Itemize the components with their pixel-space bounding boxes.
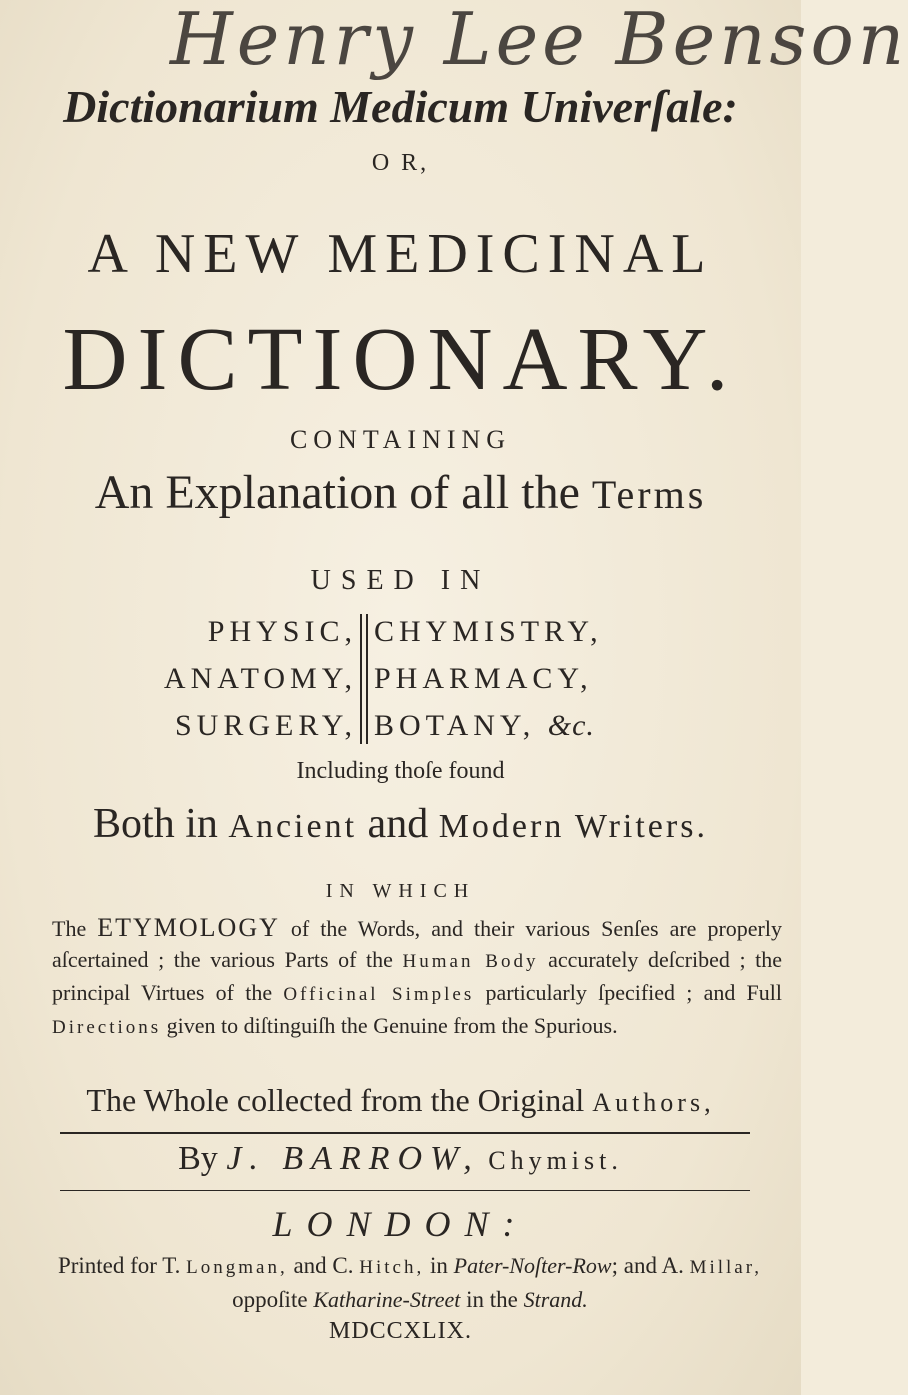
subjects-columns xyxy=(0,608,801,748)
writers: Writers. xyxy=(574,808,708,845)
title-new-medicinal: A NEW MEDICINAL xyxy=(87,223,714,285)
imprint-pater-noster: Pater-Noſter-Row xyxy=(453,1253,612,1278)
para-directions: Directions xyxy=(52,1017,162,1038)
by-word: By xyxy=(178,1140,218,1177)
title-dictionary: DICTIONARY. xyxy=(62,310,739,409)
imprint-and-c: and C. xyxy=(293,1253,354,1278)
whole-prefix: The Whole collected from the Original xyxy=(86,1082,585,1118)
column-divider xyxy=(360,614,362,744)
containing-line: CONTAINING xyxy=(289,425,512,454)
para-officinal-simples: Officinal Simples xyxy=(283,984,475,1005)
para-p2: of the Words, and their various Senſes are properly aſcertained ; the various Parts of the xyxy=(52,916,782,972)
subjects-right xyxy=(374,608,603,749)
imprint-printed-for: Printed for T. xyxy=(57,1253,181,1278)
para-p5: given to diſtinguiſh the Genuine from the Spurious. xyxy=(166,1013,618,1038)
subject-surgery: SURGERY, xyxy=(174,709,357,742)
para-p3: accurately deſcribed ; the principal Virtues of the xyxy=(52,947,783,1005)
ancient-modern-line xyxy=(0,800,801,848)
para-etymology: ETYMOLOGY xyxy=(97,913,280,942)
explanation-terms: Terms xyxy=(591,472,707,517)
imprint-hitch: Hitch, xyxy=(359,1257,425,1278)
used-in-line: USED IN xyxy=(310,565,491,596)
horizontal-rule xyxy=(60,1190,750,1191)
or-line: O R, xyxy=(371,150,430,176)
para-p1: The xyxy=(52,916,87,941)
modern: Modern xyxy=(438,808,565,845)
author-name: J. BARROW, xyxy=(226,1140,480,1177)
both-in: Both in xyxy=(93,801,218,847)
latin-title: Dictionarium Medicum Univerſale: xyxy=(63,81,738,132)
subjects-left xyxy=(164,608,357,749)
subject-anatomy: ANATOMY, xyxy=(163,662,357,695)
author-line xyxy=(0,1140,801,1178)
imprint-in: in xyxy=(429,1253,448,1278)
imprint-katharine-street: Katharine-Street xyxy=(313,1287,461,1312)
imprint-opposite: oppoſite xyxy=(232,1287,308,1312)
subject-etc: &c. xyxy=(547,709,595,742)
horizontal-rule xyxy=(60,1132,750,1134)
description-paragraph xyxy=(52,912,782,1043)
explanation-line xyxy=(0,465,801,520)
imprint-in-the: in the xyxy=(466,1287,518,1312)
subject-physic: PHYSIC, xyxy=(207,615,357,648)
whole-collected-line xyxy=(0,1082,801,1119)
imprint xyxy=(40,1250,780,1316)
subject-pharmacy: PHARMACY, xyxy=(374,662,593,695)
london-line: LONDON: xyxy=(272,1204,529,1244)
imprint-millar: Millar, xyxy=(689,1257,763,1278)
and-word: and xyxy=(367,801,429,847)
in-which-line: IN WHICH xyxy=(325,880,476,902)
authors: Authors, xyxy=(592,1088,715,1117)
subject-botany-label: BOTANY, xyxy=(374,709,536,742)
imprint-and-a: ; and A. xyxy=(611,1253,684,1278)
imprint-longman: Longman, xyxy=(186,1257,288,1278)
subject-botany xyxy=(374,702,603,749)
including-line: Including thoſe found xyxy=(296,758,505,784)
publication-date: MDCCXLIX. xyxy=(328,1318,472,1344)
explanation-prefix: An Explanation of all the xyxy=(94,466,580,519)
para-p4: particularly ſpecified ; and Full xyxy=(485,980,783,1005)
owner-signature: Henry Lee Benson xyxy=(170,0,908,81)
para-human-body: Human Body xyxy=(402,951,539,972)
subject-chymistry: CHYMISTRY, xyxy=(374,615,603,648)
imprint-strand: Strand. xyxy=(523,1287,588,1312)
author-title: Chymist. xyxy=(488,1146,623,1175)
ancient: Ancient xyxy=(228,808,358,845)
column-divider xyxy=(366,614,368,744)
